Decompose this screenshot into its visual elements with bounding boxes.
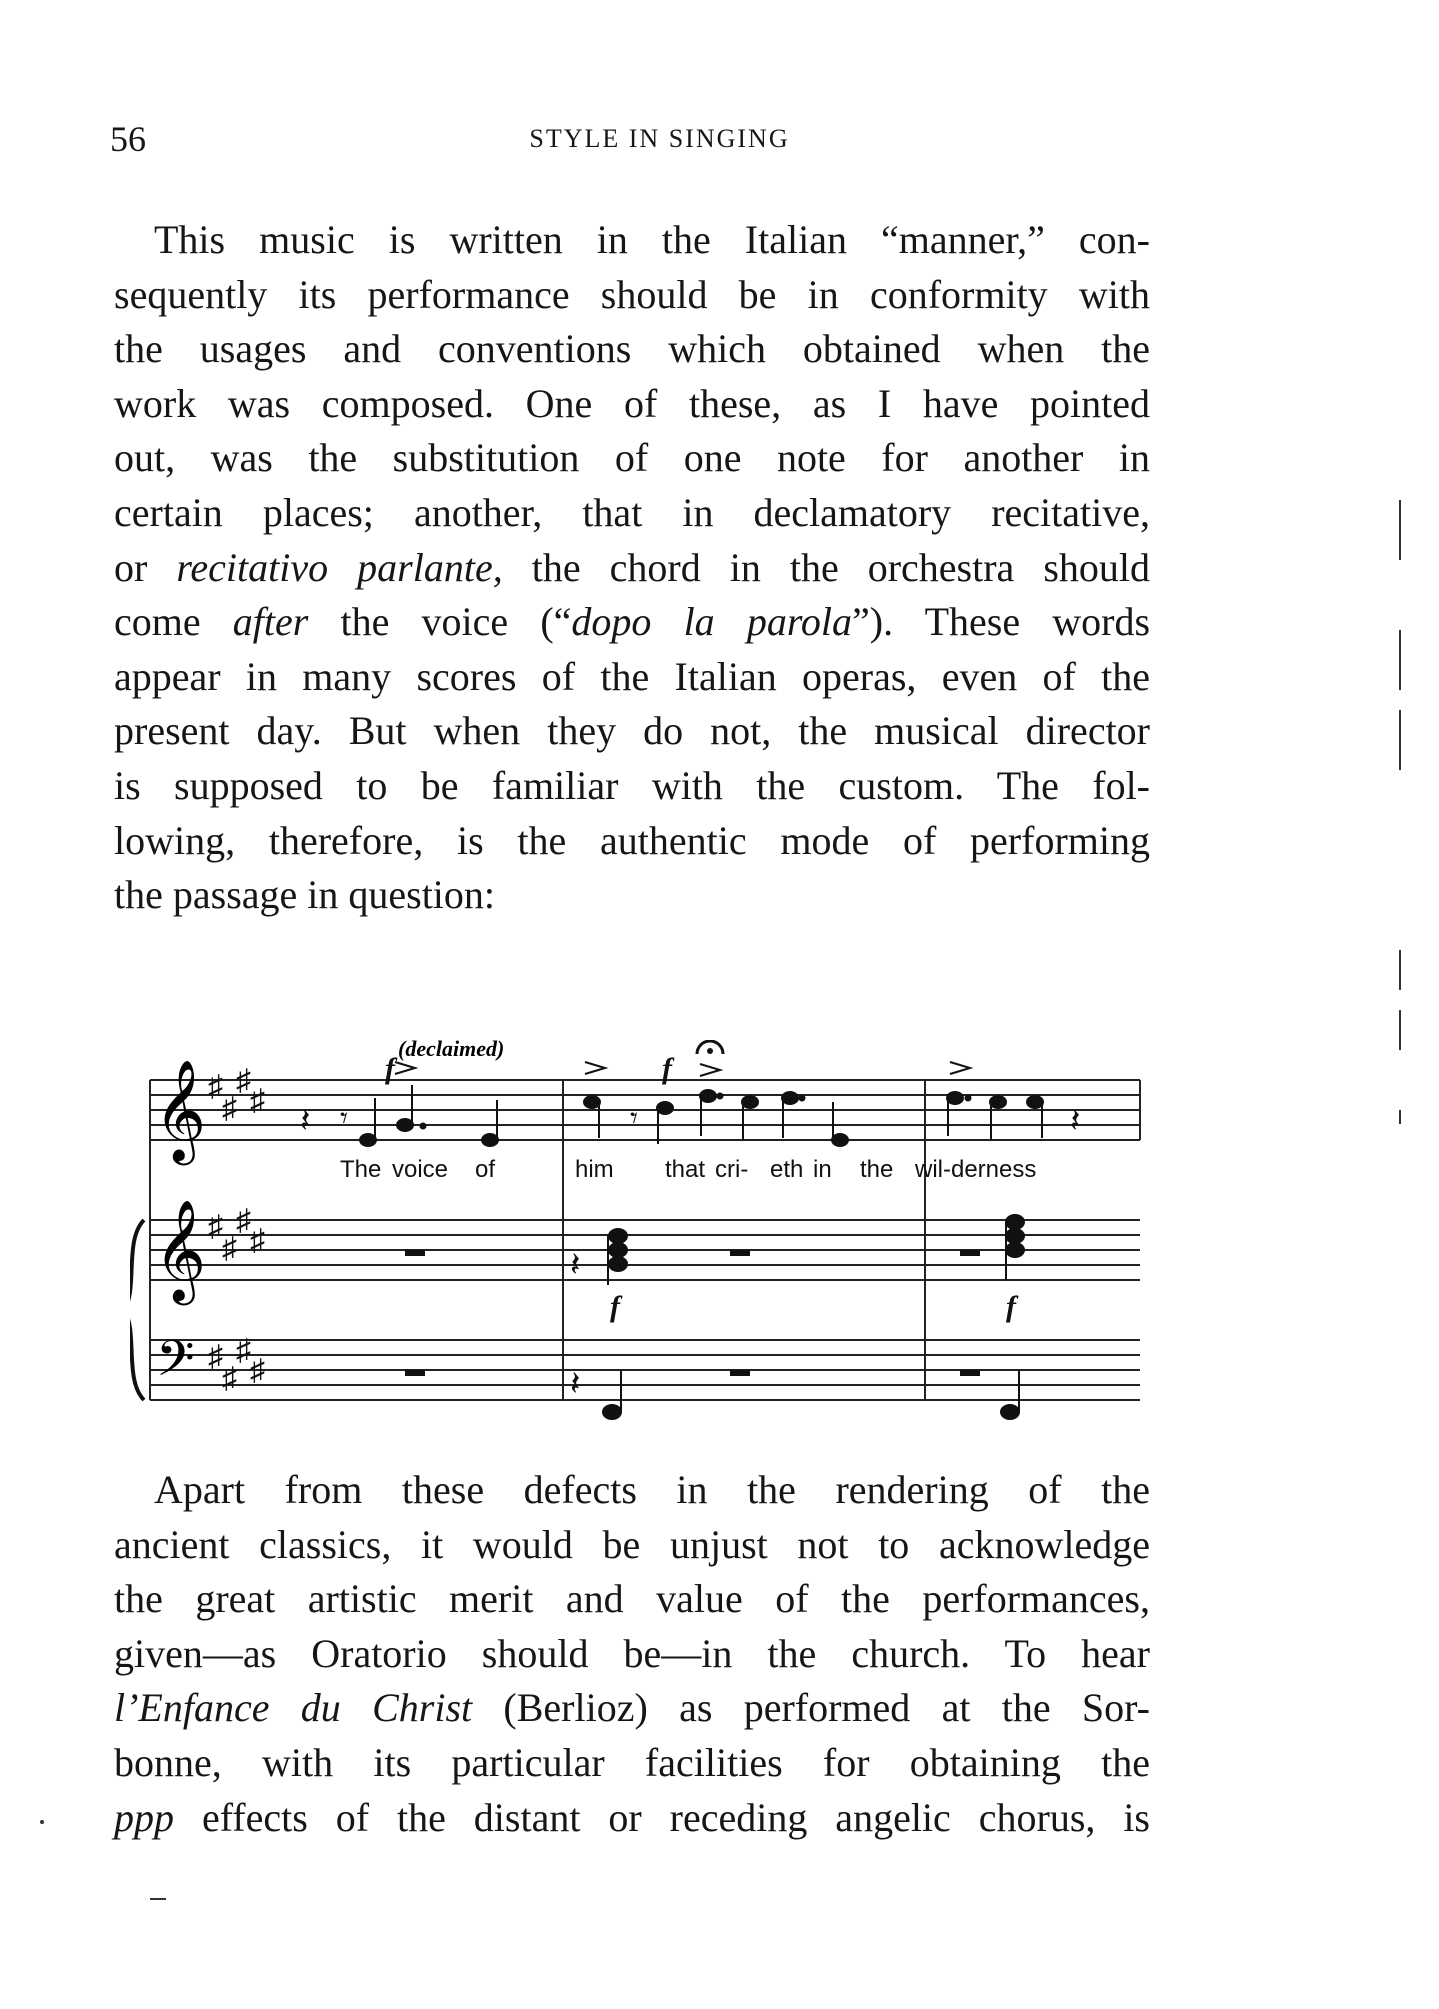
- lyrics: [340, 1156, 1036, 1183]
- text-line: certain places; another, that in declamatory recitative,: [114, 489, 1150, 535]
- text-line: sequently its performance should be in conformity with: [114, 271, 1150, 317]
- svg-text:𝄽: 𝄽: [300, 1103, 311, 1140]
- text-line: is supposed to be familiar with the custom. The fol-: [114, 762, 1150, 808]
- svg-text:♯: ♯: [250, 1084, 265, 1117]
- lyric-syllable: voice: [392, 1156, 449, 1183]
- margin-mark: [1399, 500, 1401, 560]
- svg-text:♯: ♯: [236, 1204, 251, 1237]
- stray-dot: [40, 1820, 44, 1824]
- text-line: This music is written in the Italian “manner,” con-: [154, 217, 1150, 262]
- svg-text:♯: ♯: [208, 1210, 223, 1243]
- stray-dash: [150, 1898, 166, 1900]
- piano-treble-staff: [150, 1220, 1140, 1280]
- svg-text:♯: ♯: [222, 1232, 237, 1265]
- italic-text: dopo la parola: [571, 599, 853, 645]
- text-line: appear in many scores of the Italian operas, even of the: [114, 653, 1150, 699]
- music-example: [130, 1040, 1160, 1420]
- lyric-syllable: that: [665, 1156, 706, 1183]
- text-line: ancient classics, it would be unjust not to acknowledge: [114, 1521, 1150, 1567]
- music-score-svg: [130, 1040, 1160, 1420]
- text-line: or recitativo parlante, the chord in the orchestra should: [114, 544, 1151, 590]
- italic-text: recitativo parlante,: [176, 544, 503, 590]
- text-line: work was composed. One of these, as I have pointed: [114, 380, 1150, 426]
- running-title-text: STYLE IN SINGING: [529, 124, 790, 153]
- piano-bass-staff: [150, 1340, 1140, 1400]
- page-number: 56: [110, 119, 146, 159]
- accent-marks: [395, 1062, 970, 1076]
- paragraph-2: [114, 1463, 1150, 1845]
- piano-brace: [130, 1220, 144, 1400]
- text-line: l’Enfance du Christ (Berlioz) as performed at the Sor-: [114, 1685, 1150, 1731]
- paragraph-1: [114, 213, 1150, 923]
- margin-mark: [1399, 710, 1401, 770]
- running-title: [0, 124, 1439, 154]
- margin-mark: [1399, 950, 1401, 990]
- svg-text:♯: ♯: [236, 1064, 251, 1097]
- svg-text:𝄽: 𝄽: [1070, 1103, 1081, 1140]
- svg-text:♯: ♯: [250, 1224, 265, 1257]
- svg-text:𝄾: 𝄾: [340, 1102, 348, 1135]
- lyric-syllable: in: [813, 1156, 832, 1183]
- margin-mark: [1399, 630, 1401, 690]
- key-signature-vocal: [208, 1064, 265, 1125]
- lyric-syllable: The: [340, 1156, 382, 1183]
- direction-text: (declaimed): [398, 1040, 505, 1061]
- italic-text: after: [232, 599, 309, 645]
- text-line: present day. But when they do not, the musical director: [114, 708, 1150, 754]
- fermata-dot: [707, 1048, 713, 1054]
- text-line: bonne, with its particular facilities for obtaining the: [114, 1739, 1150, 1785]
- svg-text:𝄽: 𝄽: [570, 1247, 581, 1284]
- lyric-syllable: of: [475, 1156, 496, 1183]
- piano-dynamic-1: f: [610, 1290, 620, 1323]
- text-line: lowing, therefore, is the authentic mode of performing: [114, 817, 1150, 863]
- vocal-dynamic-1: f: [385, 1052, 395, 1085]
- lyric-syllable: cri-: [715, 1156, 749, 1183]
- text-line: Apart from these defects in the rendering of the: [154, 1467, 1150, 1512]
- treble-clef-vocal: 𝄞: [154, 1063, 207, 1160]
- text-line: come after the voice (“dopo la parola”). These words: [114, 599, 1151, 645]
- svg-text:𝄽: 𝄽: [570, 1366, 581, 1403]
- piano-dynamic-2: f: [1006, 1290, 1016, 1323]
- text-line: ppp effects of the distant or receding angelic chorus, is: [114, 1794, 1150, 1840]
- svg-text:♯: ♯: [236, 1334, 251, 1367]
- margin-mark: [1399, 1110, 1401, 1124]
- treble-clef-piano: 𝄞: [154, 1203, 207, 1300]
- piano-marks: [405, 1215, 1024, 1419]
- lyric-syllable: the: [860, 1156, 894, 1183]
- svg-text:♯: ♯: [222, 1362, 237, 1395]
- svg-text:♯: ♯: [208, 1070, 223, 1103]
- text-line: the passage in question:: [114, 872, 496, 918]
- svg-text:𝄾: 𝄾: [630, 1102, 638, 1135]
- text-line: the great artistic merit and value of the performances,: [114, 1576, 1150, 1622]
- text-line: out, was the substitution of one note for another in: [114, 435, 1150, 481]
- text-line: given—as Oratorio should be—in the church. To hear: [114, 1630, 1150, 1676]
- svg-text:♯: ♯: [222, 1092, 237, 1125]
- svg-text:♯: ♯: [208, 1340, 223, 1373]
- text-line: the usages and conventions which obtained when the: [114, 326, 1150, 372]
- bass-clef-piano: 𝄢: [156, 1332, 195, 1398]
- lyric-syllable: wil-derness: [915, 1156, 1037, 1183]
- lyric-syllable: him: [575, 1156, 614, 1183]
- italic-text: l’Enfance du Christ: [114, 1685, 473, 1731]
- svg-text:♯: ♯: [250, 1354, 265, 1387]
- vocal-dynamic-2: f: [662, 1052, 672, 1085]
- key-signature-treble: [208, 1204, 265, 1265]
- italic-text: ppp: [114, 1794, 174, 1840]
- margin-mark: [1399, 1010, 1401, 1050]
- lyric-syllable: eth: [770, 1156, 804, 1183]
